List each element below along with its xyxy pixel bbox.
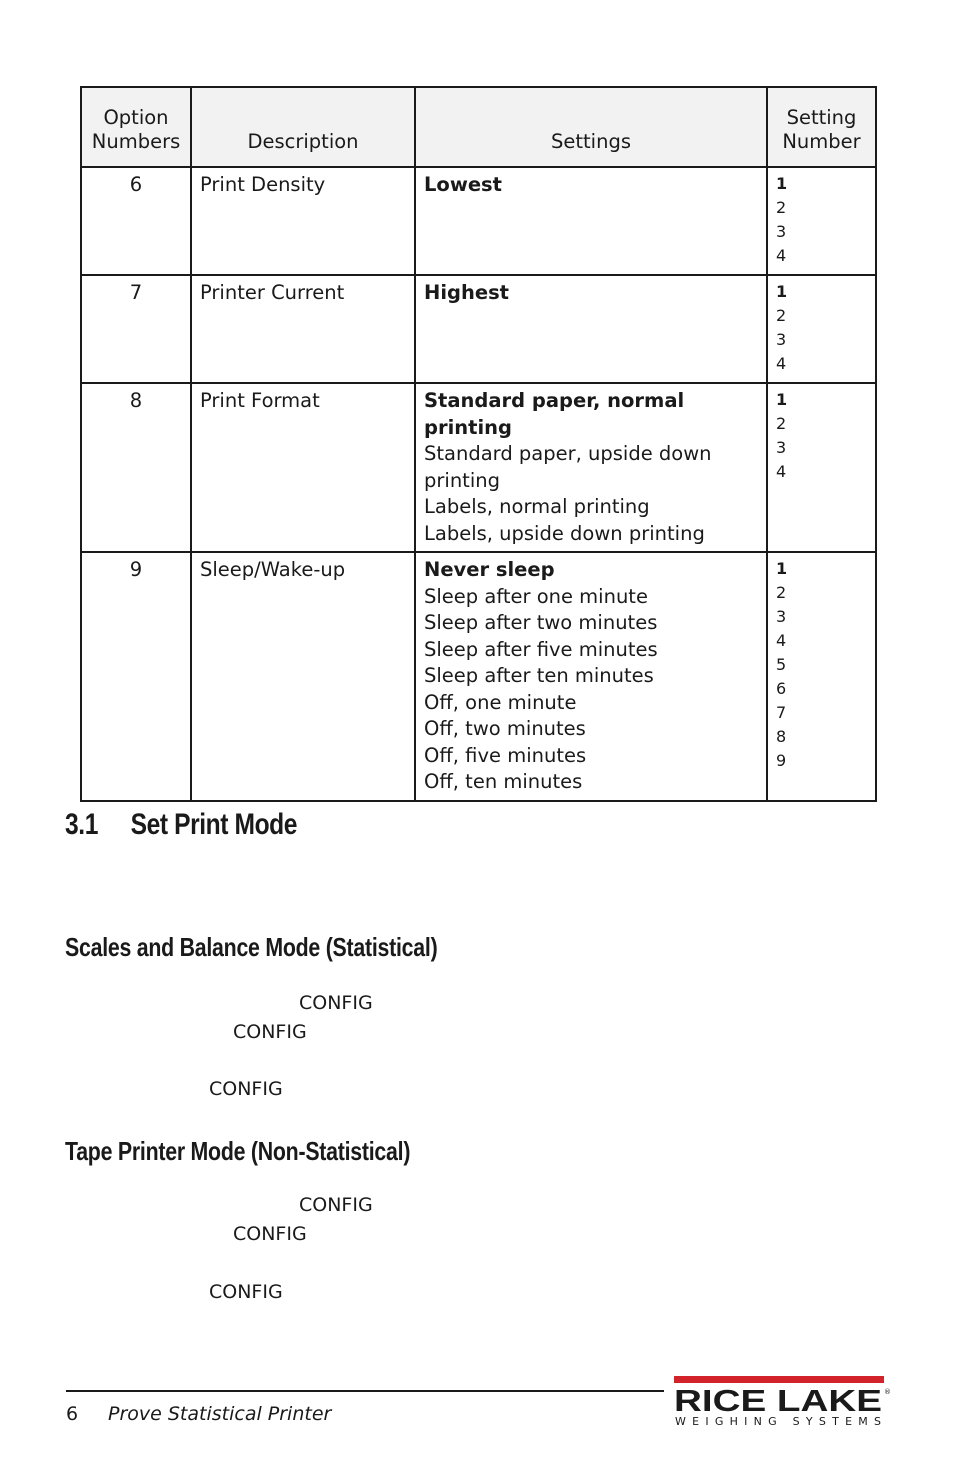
setting-number: 3 [776,330,787,349]
setting-number: 6 [776,679,787,698]
header-settings [415,87,767,167]
option-settings [415,275,767,383]
setting-number: 1 [776,559,788,578]
page-number: 6 [66,1403,79,1425]
option-description: Printer Current [191,275,415,383]
setting-number: 4 [776,246,787,265]
setting-number: 3 [776,607,787,626]
option-settings [415,167,767,275]
setting-option: Labels, normal printing [424,495,650,518]
setting-numbers [767,383,876,552]
setting-number: 4 [776,462,787,481]
setting-option: Sleep after two minutes [424,611,658,634]
config-key-label: CONFIG [233,1223,307,1245]
section-heading [65,808,297,842]
setting-number: 8 [776,727,787,746]
header-description-text: Description [247,130,359,153]
footer-divider [66,1390,664,1392]
setting-number: 1 [776,390,788,409]
table-header [81,87,876,167]
setting-numbers [767,275,876,383]
option-number: 6 [81,167,191,275]
logo-main-text: RICE LAKE [674,1383,882,1418]
config-key-label: CONFIG [299,992,373,1014]
table-row [81,275,876,383]
header-description [191,87,415,167]
setting-number: 7 [776,703,787,722]
option-number: 7 [81,275,191,383]
header-option-numbers [81,87,191,167]
table-row [81,383,876,552]
setting-number: 4 [776,631,787,650]
setting-option: Sleep after five minutes [424,637,658,661]
options-table [80,86,877,802]
setting-default: Highest [424,281,509,304]
table-row [81,167,876,275]
setting-option: Sleep after ten minutes [424,664,654,687]
subsection-heading-tape-printer: Tape Printer Mode (Non-Statistical) [65,1136,411,1166]
setting-number: 5 [776,655,787,674]
section-title: Set Print Mode [130,808,298,841]
setting-number: 3 [776,222,787,241]
config-key-label: CONFIG [233,1021,307,1043]
setting-number: 9 [776,751,787,770]
setting-option: Off, one minute [424,690,577,714]
table-row [81,552,876,801]
logo-registered-mark: ® [884,1388,891,1396]
option-number: 9 [81,552,191,801]
subsection-heading-statistical: Scales and Balance Mode (Statistical) [65,932,438,962]
setting-number: 2 [776,306,787,325]
section-number: 3.1 [65,808,98,841]
setting-option: Standard paper, upside down printing [424,442,712,492]
option-description: Print Density [191,167,415,275]
config-key-label: CONFIG [299,1194,373,1216]
setting-number: 4 [776,354,787,373]
option-number: 8 [81,383,191,552]
setting-number: 1 [776,174,788,193]
setting-numbers [767,552,876,801]
setting-number: 1 [776,282,788,301]
header-settings-text: Settings [551,130,631,153]
setting-number: 3 [776,438,787,457]
setting-default: Lowest [424,173,502,196]
setting-option: Off, five minutes [424,743,587,767]
setting-option: Labels, upside down printing [424,521,705,545]
config-key-label: CONFIG [209,1281,283,1303]
setting-number: 2 [776,414,787,433]
logo-top-bar [674,1376,884,1383]
setting-default: Standard paper, normal printing [424,389,685,439]
header-setting-number-text: Setting Number [782,106,861,153]
setting-number: 2 [776,198,787,217]
option-settings [415,552,767,801]
header-option-numbers-text: Option Numbers [91,106,181,153]
setting-default: Never sleep [424,558,555,581]
config-key-label: CONFIG [209,1078,283,1100]
option-settings [415,383,767,552]
rice-lake-logo [672,1374,894,1428]
setting-option: Off, two minutes [424,717,586,740]
header-setting-number [767,87,876,167]
setting-number: 2 [776,583,787,602]
setting-option: Off, ten minutes [424,770,583,793]
setting-option: Sleep after one minute [424,584,648,608]
setting-numbers [767,167,876,275]
document-title: Prove Statistical Printer [108,1403,332,1425]
option-description: Print Format [191,383,415,552]
logo-sub-text: WEIGHING SYSTEMS [675,1415,881,1428]
option-description: Sleep/Wake-up [191,552,415,801]
